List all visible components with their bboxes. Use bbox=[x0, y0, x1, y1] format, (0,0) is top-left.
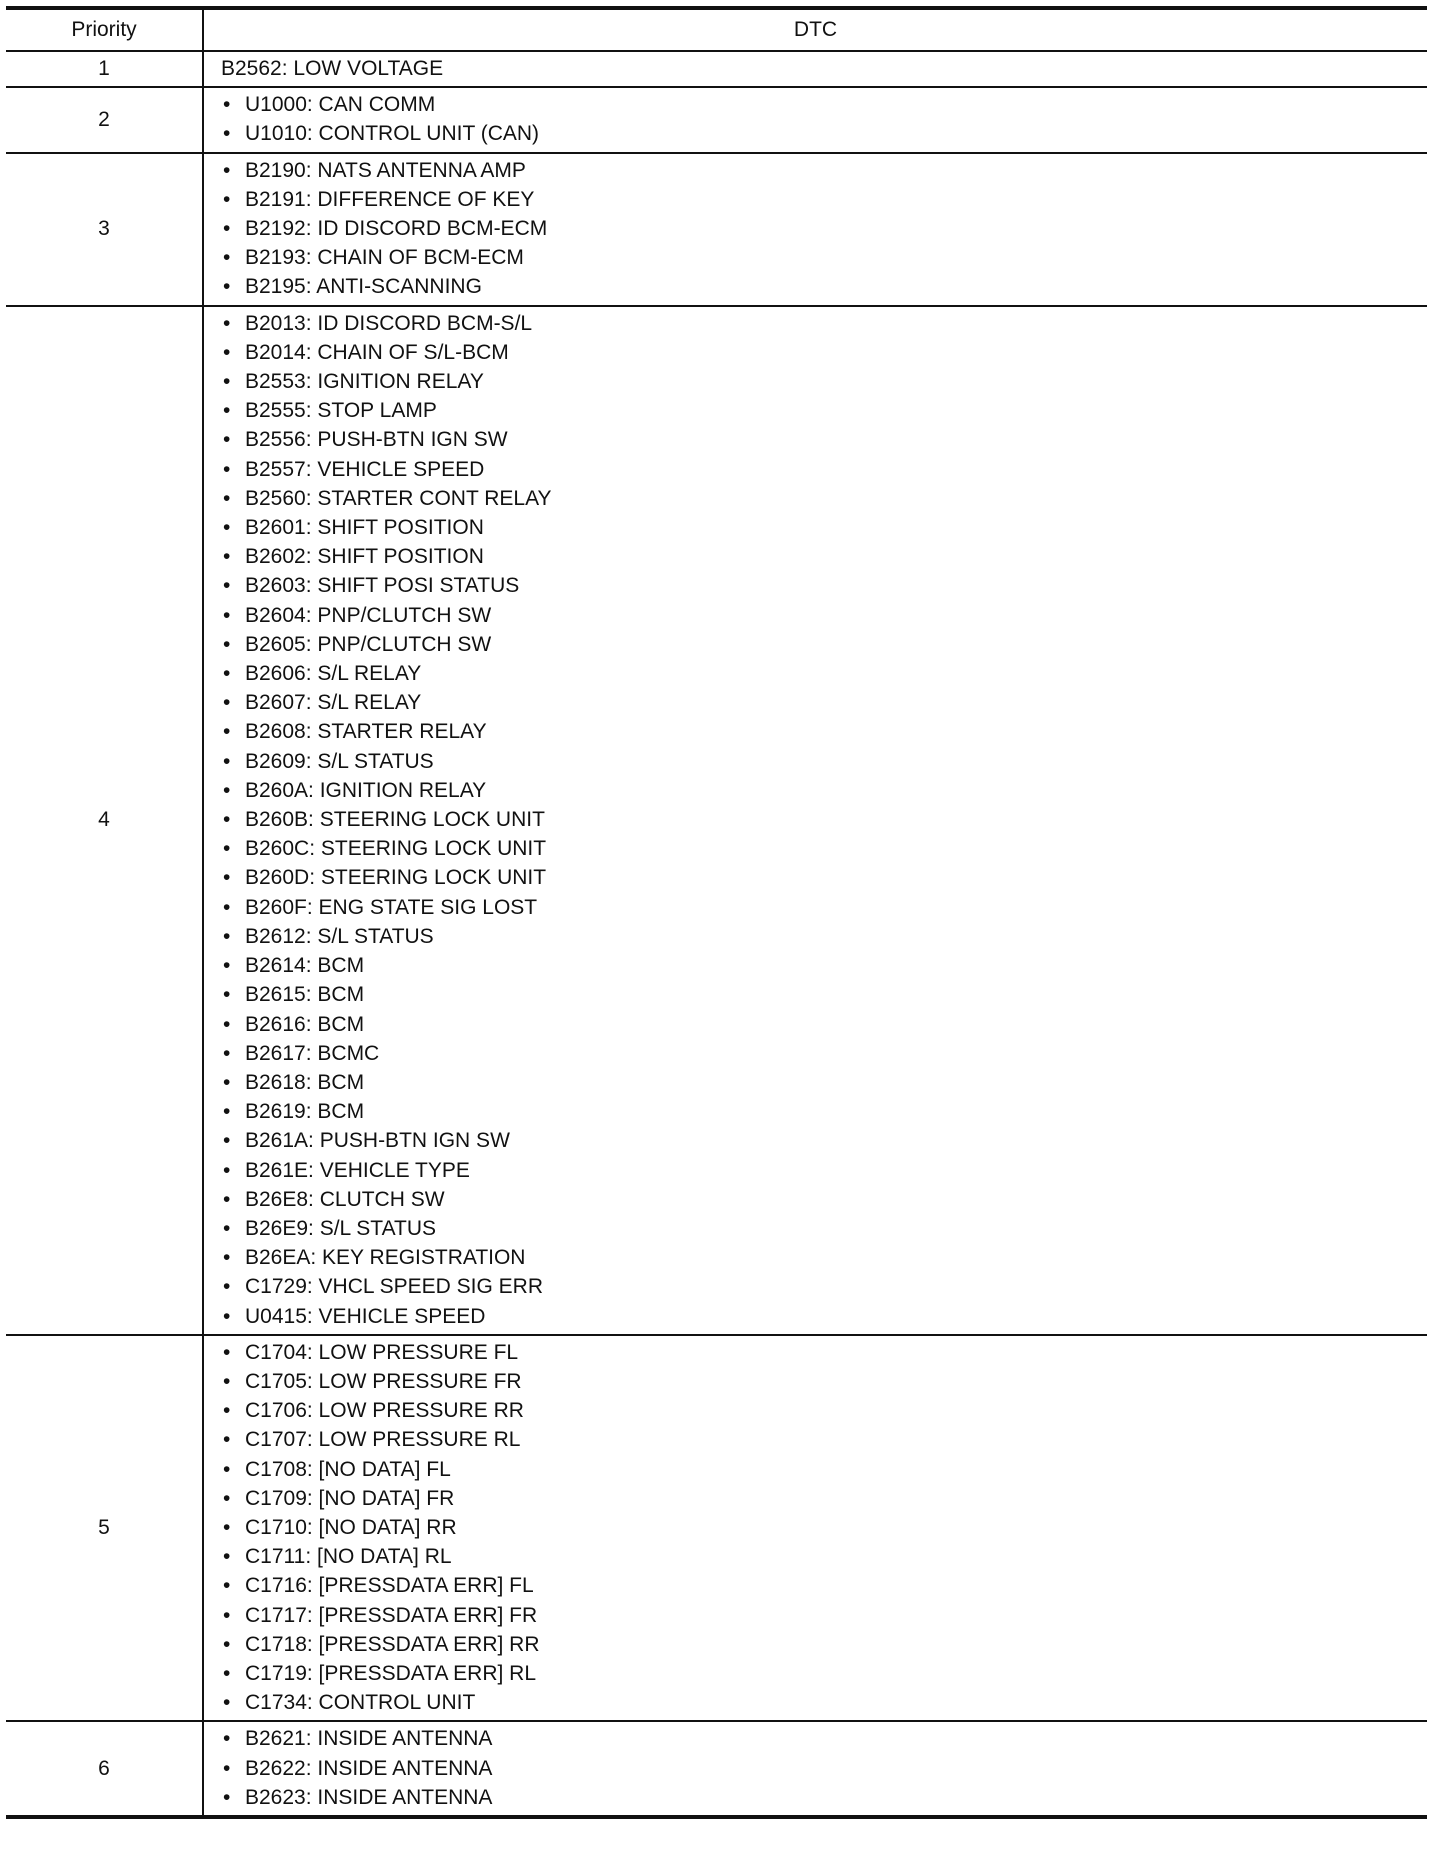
dtc-cell bbox=[203, 51, 1427, 87]
dtc-code-text: B2562: LOW VOLTAGE bbox=[221, 57, 444, 80]
list-item: • B260F: ENG STATE SIG LOST bbox=[221, 893, 1427, 922]
list-item: • C1705: LOW PRESSURE FR bbox=[221, 1367, 1427, 1396]
list-item: • B26E9: S/L STATUS bbox=[221, 1214, 1427, 1243]
priority-cell: 4 bbox=[6, 306, 203, 1335]
list-item: • B260A: IGNITION RELAY bbox=[221, 776, 1427, 805]
priority-cell: 3 bbox=[6, 153, 203, 306]
list-item: • C1711: [NO DATA] RL bbox=[221, 1542, 1427, 1571]
table-header-row bbox=[6, 8, 1427, 51]
list-item: • B2609: S/L STATUS bbox=[221, 747, 1427, 776]
priority-cell: 2 bbox=[6, 87, 203, 152]
list-item: • B2556: PUSH-BTN IGN SW bbox=[221, 425, 1427, 454]
list-item: • B2555: STOP LAMP bbox=[221, 396, 1427, 425]
list-item: • C1709: [NO DATA] FR bbox=[221, 1484, 1427, 1513]
list-item: • C1704: LOW PRESSURE FL bbox=[221, 1338, 1427, 1367]
list-item: • B2014: CHAIN OF S/L-BCM bbox=[221, 338, 1427, 367]
list-item: • C1718: [PRESSDATA ERR] RR bbox=[221, 1630, 1427, 1659]
list-item: • B2195: ANTI-SCANNING bbox=[221, 272, 1427, 301]
priority-column-header: Priority bbox=[6, 8, 203, 51]
list-item: • C1734: CONTROL UNIT bbox=[221, 1688, 1427, 1717]
list-item: • B2013: ID DISCORD BCM-S/L bbox=[221, 309, 1427, 338]
list-item: • B260D: STEERING LOCK UNIT bbox=[221, 863, 1427, 892]
list-item: • B260C: STEERING LOCK UNIT bbox=[221, 834, 1427, 863]
list-item: • C1719: [PRESSDATA ERR] RL bbox=[221, 1659, 1427, 1688]
list-item: • B2601: SHIFT POSITION bbox=[221, 513, 1427, 542]
list-item: • B2616: BCM bbox=[221, 1010, 1427, 1039]
list-item: • B2557: VEHICLE SPEED bbox=[221, 455, 1427, 484]
priority-cell: 6 bbox=[6, 1721, 203, 1817]
list-item: • B2190: NATS ANTENNA AMP bbox=[221, 156, 1427, 185]
list-item: • B26E8: CLUTCH SW bbox=[221, 1185, 1427, 1214]
dtc-column-header: DTC bbox=[203, 8, 1427, 51]
list-item: • B2619: BCM bbox=[221, 1097, 1427, 1126]
list-item: • B2614: BCM bbox=[221, 951, 1427, 980]
list-item: • U1000: CAN COMM bbox=[221, 90, 1427, 119]
list-item: • B2602: SHIFT POSITION bbox=[221, 542, 1427, 571]
dtc-cell bbox=[203, 1721, 1427, 1817]
dtc-cell bbox=[203, 1335, 1427, 1722]
dtc-cell bbox=[203, 306, 1427, 1335]
list-item: • C1729: VHCL SPEED SIG ERR bbox=[221, 1272, 1427, 1301]
priority-cell: 1 bbox=[6, 51, 203, 87]
list-item: • B2608: STARTER RELAY bbox=[221, 717, 1427, 746]
table-body bbox=[6, 51, 1427, 1817]
list-item: • B2604: PNP/CLUTCH SW bbox=[221, 601, 1427, 630]
list-item: • U0415: VEHICLE SPEED bbox=[221, 1302, 1427, 1331]
list-item: • B2553: IGNITION RELAY bbox=[221, 367, 1427, 396]
list-item: • U1010: CONTROL UNIT (CAN) bbox=[221, 119, 1427, 148]
list-item: • B2607: S/L RELAY bbox=[221, 688, 1427, 717]
list-item: • B2191: DIFFERENCE OF KEY bbox=[221, 185, 1427, 214]
list-item: • B2612: S/L STATUS bbox=[221, 922, 1427, 951]
list-item: • C1717: [PRESSDATA ERR] FR bbox=[221, 1601, 1427, 1630]
list-item: • C1707: LOW PRESSURE RL bbox=[221, 1425, 1427, 1454]
table-row bbox=[6, 87, 1427, 152]
dtc-list bbox=[221, 1338, 1427, 1718]
list-item: • B2192: ID DISCORD BCM-ECM bbox=[221, 214, 1427, 243]
list-item: • B261E: VEHICLE TYPE bbox=[221, 1156, 1427, 1185]
table-row bbox=[6, 51, 1427, 87]
list-item: • C1706: LOW PRESSURE RR bbox=[221, 1396, 1427, 1425]
table-row bbox=[6, 1721, 1427, 1817]
priority-cell: 5 bbox=[6, 1335, 203, 1722]
list-item: • B2623: INSIDE ANTENNA bbox=[221, 1783, 1427, 1812]
dtc-list bbox=[221, 1724, 1427, 1812]
dtc-list bbox=[221, 309, 1427, 1331]
list-item: • B2603: SHIFT POSI STATUS bbox=[221, 571, 1427, 600]
dtc-cell bbox=[203, 87, 1427, 152]
list-item: • C1710: [NO DATA] RR bbox=[221, 1513, 1427, 1542]
list-item: • B2615: BCM bbox=[221, 980, 1427, 1009]
list-item: • B2193: CHAIN OF BCM-ECM bbox=[221, 243, 1427, 272]
list-item: • B2606: S/L RELAY bbox=[221, 659, 1427, 688]
list-item: • C1716: [PRESSDATA ERR] FL bbox=[221, 1571, 1427, 1600]
list-item: • B26EA: KEY REGISTRATION bbox=[221, 1243, 1427, 1272]
list-item: • B260B: STEERING LOCK UNIT bbox=[221, 805, 1427, 834]
list-item: • B2622: INSIDE ANTENNA bbox=[221, 1754, 1427, 1783]
list-item: • B2560: STARTER CONT RELAY bbox=[221, 484, 1427, 513]
table-row bbox=[6, 306, 1427, 1335]
table-row bbox=[6, 153, 1427, 306]
list-item: • B2618: BCM bbox=[221, 1068, 1427, 1097]
dtc-list bbox=[221, 156, 1427, 302]
dtc-list bbox=[221, 90, 1427, 148]
table-row bbox=[6, 1335, 1427, 1722]
list-item: • B261A: PUSH-BTN IGN SW bbox=[221, 1126, 1427, 1155]
list-item: • B2617: BCMC bbox=[221, 1039, 1427, 1068]
list-item: • C1708: [NO DATA] FL bbox=[221, 1455, 1427, 1484]
dtc-cell bbox=[203, 153, 1427, 306]
dtc-priority-table bbox=[6, 6, 1427, 1819]
list-item: • B2621: INSIDE ANTENNA bbox=[221, 1724, 1427, 1753]
list-item: • B2605: PNP/CLUTCH SW bbox=[221, 630, 1427, 659]
